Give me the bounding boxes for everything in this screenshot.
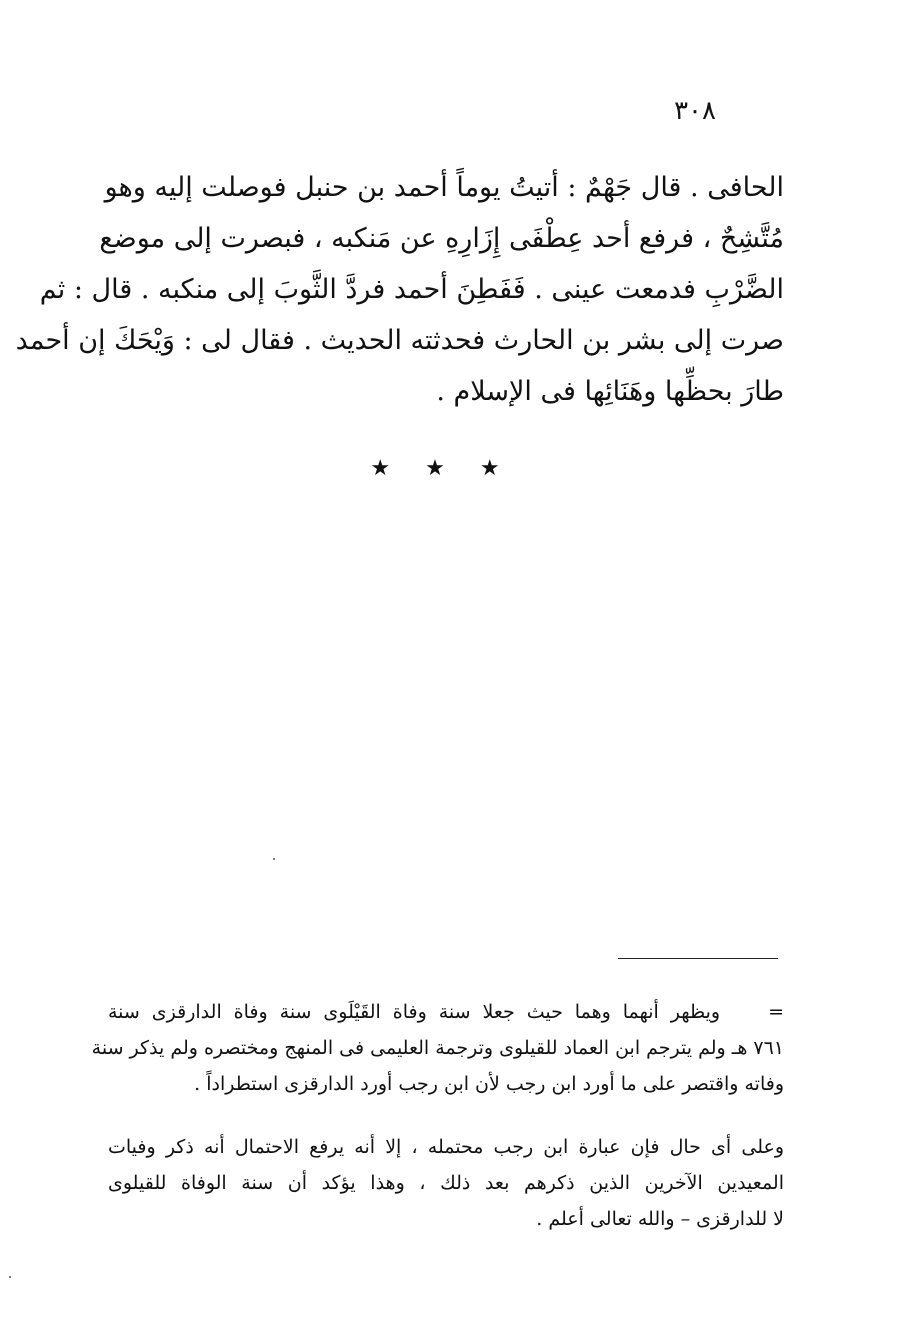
footnote-line: لا للدارقزى – والله تعالى أعلم . (536, 1208, 784, 1230)
footnote-paragraph (108, 1129, 784, 1237)
footnote-line-text: ويظهر أنهما وهما حيث جعلا سنة وفاة القَيْلَوى سنة وفاة الدارقزى سنة (108, 1001, 721, 1023)
main-text (15, 162, 784, 417)
text-line: الضَّرْبِ فدمعت عينى . فَفَطِنَ أحمد فردَّ الثَّوبَ إلى منكبه . قال : ثم (39, 274, 784, 305)
section-separator-stars: ★ ★ ★ (370, 456, 514, 481)
text-line: مُتَّشِحٌ ، فرفع أحد عِطْفَى إِزَارِهِ عن مَنكبه ، فبصرت إلى موضع (99, 223, 784, 254)
footnote-divider (618, 958, 778, 959)
footnote-line (108, 994, 784, 1030)
footnote-paragraph (91, 994, 784, 1102)
footnote-line: وعلى أى حال فإن عبارة ابن رجب محتمله ، إلا أنه يرفع الاحتمال أنه ذكر وفيات (108, 1136, 784, 1158)
continuation-mark: = (768, 1001, 784, 1023)
footnote-line: وفاته واقتصر على ما أورد ابن رجب لأن ابن رجب أورد الدارقزى استطراداً . (194, 1073, 784, 1095)
page-number: ٣٠٨ (674, 96, 716, 126)
text-line: طارَ بحظِّها وهَنَائِها فى الإسلام . (436, 376, 784, 407)
text-line: الحافى . قال جَهْمٌ : أتيتُ يوماً أحمد بن حنبل فوصلت إليه وهو (104, 172, 784, 203)
footnote-line: ٧٦١ هـ ولم يترجم ابن العماد للقيلوى وترجمة العليمى فى المنهج ومختصره ولم يذكر سنة (91, 1037, 784, 1059)
footnote-line: المعيدين الآخرين الذين ذكرهم بعد ذلك ، وهذا يؤكد أن سنة الوفاة للقيلوى (108, 1172, 784, 1194)
text-line: صرت إلى بشر بن الحارث فحدثته الحديث . فقال لى : وَيْحَكَ إن أحمد (15, 325, 784, 356)
scan-speck (9, 1276, 11, 1278)
scan-speck (273, 858, 275, 860)
